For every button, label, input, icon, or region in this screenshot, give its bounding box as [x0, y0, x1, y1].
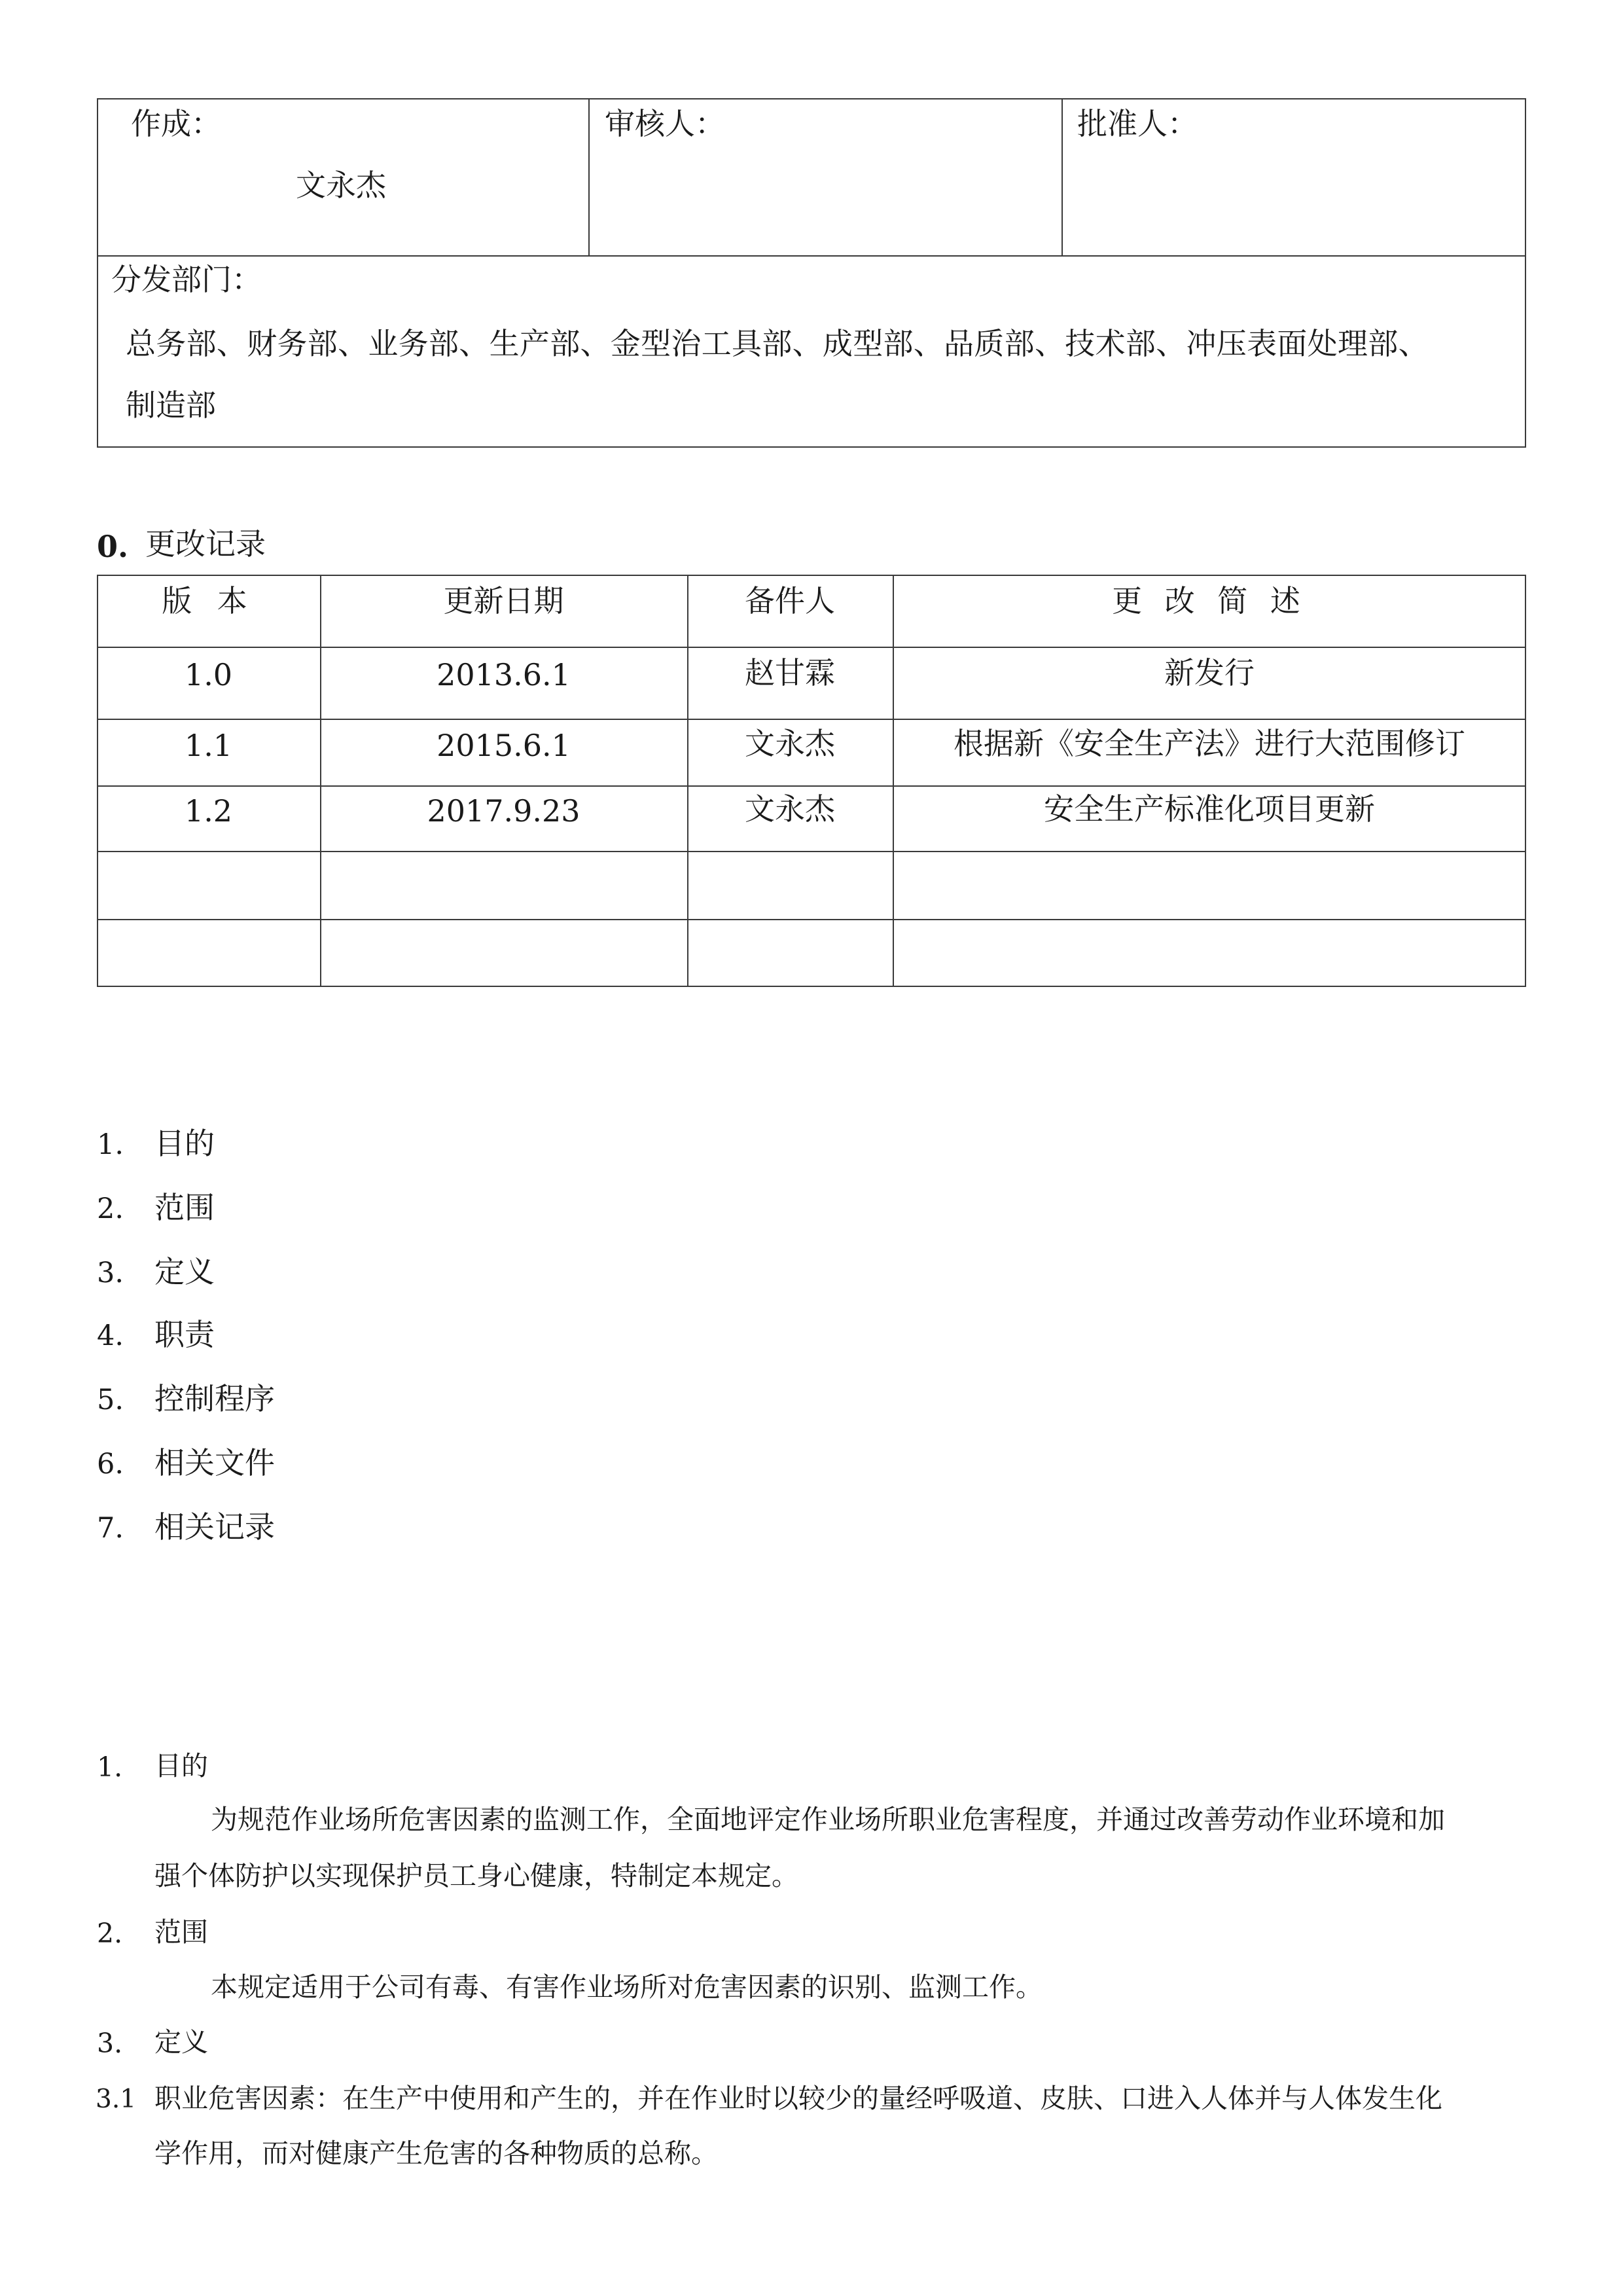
approval-row-divider [97, 255, 1526, 257]
approval-table [97, 98, 1526, 448]
change-log-col-divider-1 [320, 575, 321, 987]
change-log-row-divider [97, 719, 1526, 720]
change-log-row-divider [97, 851, 1526, 852]
paragraph-line: 本规定适用于公司有毒、有害作业场所对危害因素的识别、监测工作。 [211, 1971, 1043, 2003]
change-log-number: 0. [97, 529, 129, 564]
distribution-line-2: 制造部 [126, 387, 216, 423]
toc-item-number: 7. [97, 1512, 124, 1545]
change-log-row-divider [97, 919, 1526, 920]
section-title: 范围 [154, 1916, 208, 1948]
approver-label: 批准人： [1077, 106, 1198, 141]
distribution-label: 分发部门： [111, 262, 262, 297]
toc-item-number: 6. [97, 1448, 124, 1480]
author-label: 作成： [131, 106, 221, 141]
section-number: 1. [97, 1751, 123, 1783]
toc-item-number: 5. [97, 1384, 124, 1416]
toc-item-number: 4. [97, 1319, 124, 1352]
column-header-update-date: 更新日期 [443, 583, 564, 619]
toc-item-label: 职责 [154, 1317, 215, 1352]
section-number: 3. [97, 2028, 123, 2059]
toc-item-number: 3. [97, 1257, 124, 1289]
table-cell-editor: 文永杰 [745, 726, 835, 761]
reviewer-label: 审核人： [605, 106, 725, 141]
section-title: 目的 [154, 1750, 208, 1782]
change-log-row-divider [97, 647, 1526, 648]
toc-item-label: 相关记录 [154, 1509, 275, 1545]
change-log-heading: 更改记录 [145, 526, 266, 562]
paragraph-line: 学作用，而对健康产生危害的各种物质的总称。 [154, 2138, 718, 2169]
toc-item-number: 1. [97, 1128, 124, 1161]
table-cell-editor: 文永杰 [745, 791, 835, 827]
section-number: 2. [97, 1918, 123, 1949]
section-title: 定义 [154, 2026, 208, 2058]
column-header-version: 版 本 [162, 583, 255, 619]
table-cell-summary: 新发行 [1164, 655, 1255, 691]
change-log-table [97, 575, 1526, 987]
table-cell-version: 1.2 [184, 793, 233, 829]
author-name: 文永杰 [296, 168, 386, 203]
table-cell-date: 2015.6.1 [437, 728, 571, 763]
table-cell-summary: 安全生产标准化项目更新 [1044, 791, 1375, 827]
table-cell-version: 1.0 [184, 657, 233, 692]
toc-item-number: 2. [97, 1193, 124, 1225]
paragraph-line: 强个体防护以实现保护员工身心健康，特制定本规定。 [154, 1860, 798, 1892]
approval-col-divider-2 [1061, 98, 1063, 255]
paragraph-line: 职业危害因素：在生产中使用和产生的，并在作业时以较少的量经呼吸道、皮肤、口进入人体并与人体发生化 [154, 2083, 1442, 2114]
toc-item-label: 目的 [154, 1126, 215, 1161]
toc-item-label: 相关文件 [154, 1445, 275, 1480]
subsection-number: 3.1 [96, 2085, 137, 2114]
change-log-col-divider-3 [893, 575, 894, 987]
distribution-line-1: 总务部、财务部、业务部、生产部、金型治工具部、成型部、品质部、技术部、冲压表面处理部、 [126, 326, 1429, 361]
toc-item-label: 控制程序 [154, 1381, 275, 1416]
column-header-change-summary: 更 改 简 述 [1112, 583, 1307, 619]
table-cell-date: 2017.9.23 [427, 793, 580, 829]
change-log-col-divider-2 [687, 575, 688, 987]
table-cell-date: 2013.6.1 [437, 657, 571, 692]
table-cell-summary: 根据新《安全生产法》进行大范围修订 [954, 726, 1465, 761]
toc-item-label: 定义 [154, 1254, 215, 1289]
toc-item-label: 范围 [154, 1190, 215, 1225]
approval-col-divider-1 [588, 98, 590, 255]
paragraph-line: 为规范作业场所危害因素的监测工作，全面地评定作业场所职业危害程度，并通过改善劳动作业环境和加 [211, 1804, 1445, 1835]
change-log-row-divider [97, 785, 1526, 787]
table-cell-editor: 赵甘霖 [745, 655, 835, 691]
column-header-editor: 备件人 [745, 583, 835, 619]
table-cell-version: 1.1 [184, 728, 233, 763]
